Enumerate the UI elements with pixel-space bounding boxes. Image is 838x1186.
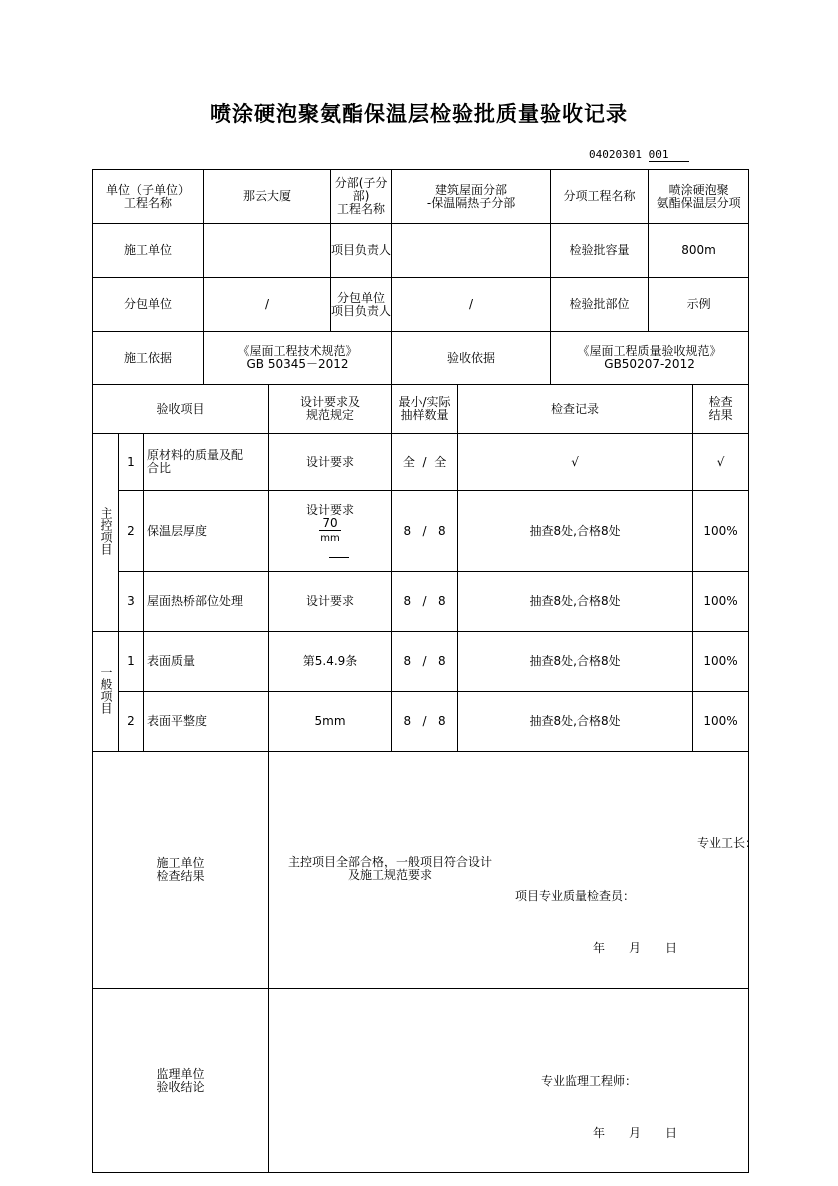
sample-actual: 8 [438,594,446,608]
inspection-record-table [92,169,758,1173]
column-design: 设计要求及 规范规定 [269,385,392,434]
row-sample: 8 / 8 [392,692,458,752]
document-number [589,148,689,162]
supervision-date: 年 月 日 [593,1126,678,1140]
check-result-area [269,765,758,975]
sample-min: 8 [403,654,412,668]
main-control-group [93,434,119,632]
check-date: 年 月 日 [593,941,678,955]
batch-location-label: 检验批部位 [551,278,649,332]
main-control-label: 主控项目 [99,507,113,555]
design-text: 设计要求 [306,503,355,517]
table-row [93,632,749,692]
construction-basis-label: 施工依据 [93,332,204,385]
check-result-label: 施工单位 检查结果 [93,752,269,989]
row-result: 100% [693,692,749,752]
header-row-contractor [93,224,749,278]
column-header-row [93,385,749,434]
supervision-label: 监理单位 验收结论 [93,989,269,1173]
row-record: √ [458,434,693,491]
row-number: 1 [119,434,144,491]
row-number: 2 [119,692,144,752]
sub-project-manager-value: / [392,278,551,332]
row-item: 屋面热桥部位处理 [144,572,269,632]
supervision-content [269,989,749,1173]
page-title: 喷涂硬泡聚氨酯保温层检验批质量验收记录 [210,102,628,126]
batch-capacity-value: 800m [649,224,749,278]
sample-actual: 8 [438,523,446,538]
sample-min: 全 [402,454,415,469]
row-sample: 8 / 8 [392,572,458,632]
column-sample: 最小/实际 抽样数量 [392,385,458,434]
row-item: 原材料的质量及配 合比 [144,434,269,491]
check-result-row [93,752,749,989]
item-project-value: 喷涂硬泡聚 氨酯保温层分项 [649,170,749,224]
contractor-value [204,224,331,278]
contractor-label: 施工单位 [93,224,204,278]
row-number: 1 [119,632,144,692]
column-record: 检查记录 [458,385,693,434]
acceptance-basis-label: 验收依据 [392,332,551,385]
row-design: 设计要求 [269,572,392,632]
table-row [93,692,749,752]
row-record: 抽查8处,合格8处 [458,491,693,572]
foreman-label: 专业工长： [697,836,758,850]
sample-min: 8 [403,523,412,538]
blank-underline [329,557,349,558]
sample-min: 8 [403,594,412,608]
row-item: 表面平整度 [144,692,269,752]
general-group [93,632,119,752]
table-row [93,491,749,572]
unit-project-label: 单位（子单位） 工程名称 [93,170,204,224]
subcontractor-value: / [204,278,331,332]
check-result-content [269,752,758,989]
row-record: 抽查8处,合格8处 [458,572,693,632]
subdivision-label: 分部(子分部) 工程名称 [331,170,392,224]
row-design: 设计要求 [269,434,392,491]
header-row-project [93,170,749,224]
table-row [93,572,749,632]
sample-actual: 全 [434,454,447,469]
project-manager-label: 项目负责人 [331,224,392,278]
construction-basis-value: 《屋面工程技术规范》 GB 50345－2012 [204,332,392,385]
row-result: 100% [693,491,749,572]
check-conclusion: 主控项目全部合格，一般项目符合设计 及施工规范要求 [288,855,493,882]
acceptance-basis-value: 《屋面工程质量验收规范》 GB50207-2012 [551,332,749,385]
subcontractor-label: 分包单位 [93,278,204,332]
project-manager-value [392,224,551,278]
row-number: 2 [119,491,144,572]
column-result: 检查 结果 [693,385,749,434]
row-record: 抽查8处,合格8处 [458,632,693,692]
quality-inspector-label: 项目专业质量检查员： [515,889,636,903]
header-row-basis [93,332,749,385]
header-row-subcontractor [93,278,749,332]
row-sample: 全 / 全 [392,434,458,491]
item-project-label: 分项工程名称 [551,170,649,224]
unit-project-value: 那云大厦 [204,170,331,224]
supervising-engineer-label: 专业监理工程师： [541,1074,638,1088]
sample-min: 8 [403,714,412,728]
supervision-row [93,989,749,1173]
column-item: 验收项目 [93,385,269,434]
document-number-prefix: 04020301 [589,148,642,161]
design-unit: mm [320,533,340,544]
sample-actual: 8 [438,714,446,728]
row-sample: 8 / 8 [392,491,458,572]
row-item: 表面质量 [144,632,269,692]
general-label: 一般项目 [99,666,113,714]
subdivision-value: 建筑屋面分部 -保温隔热子分部 [392,170,551,224]
row-design: 第5.4.9条 [269,632,392,692]
row-item: 保温层厚度 [144,491,269,572]
row-result: 100% [693,572,749,632]
supervision-area [269,1002,748,1159]
row-result: 100% [693,632,749,692]
sub-project-manager-label: 分包单位 项目负责人 [331,278,392,332]
design-value: 70 [319,517,341,531]
batch-location-value: 示例 [649,278,749,332]
row-design [269,491,392,572]
sample-actual: 8 [438,654,446,668]
row-record: 抽查8处,合格8处 [458,692,693,752]
row-sample: 8 / 8 [392,632,458,692]
row-number: 3 [119,572,144,632]
row-result: √ [693,434,749,491]
batch-capacity-label: 检验批容量 [551,224,649,278]
table-row [93,434,749,491]
document-number-suffix: 001 [649,148,689,162]
row-design: 5mm [269,692,392,752]
